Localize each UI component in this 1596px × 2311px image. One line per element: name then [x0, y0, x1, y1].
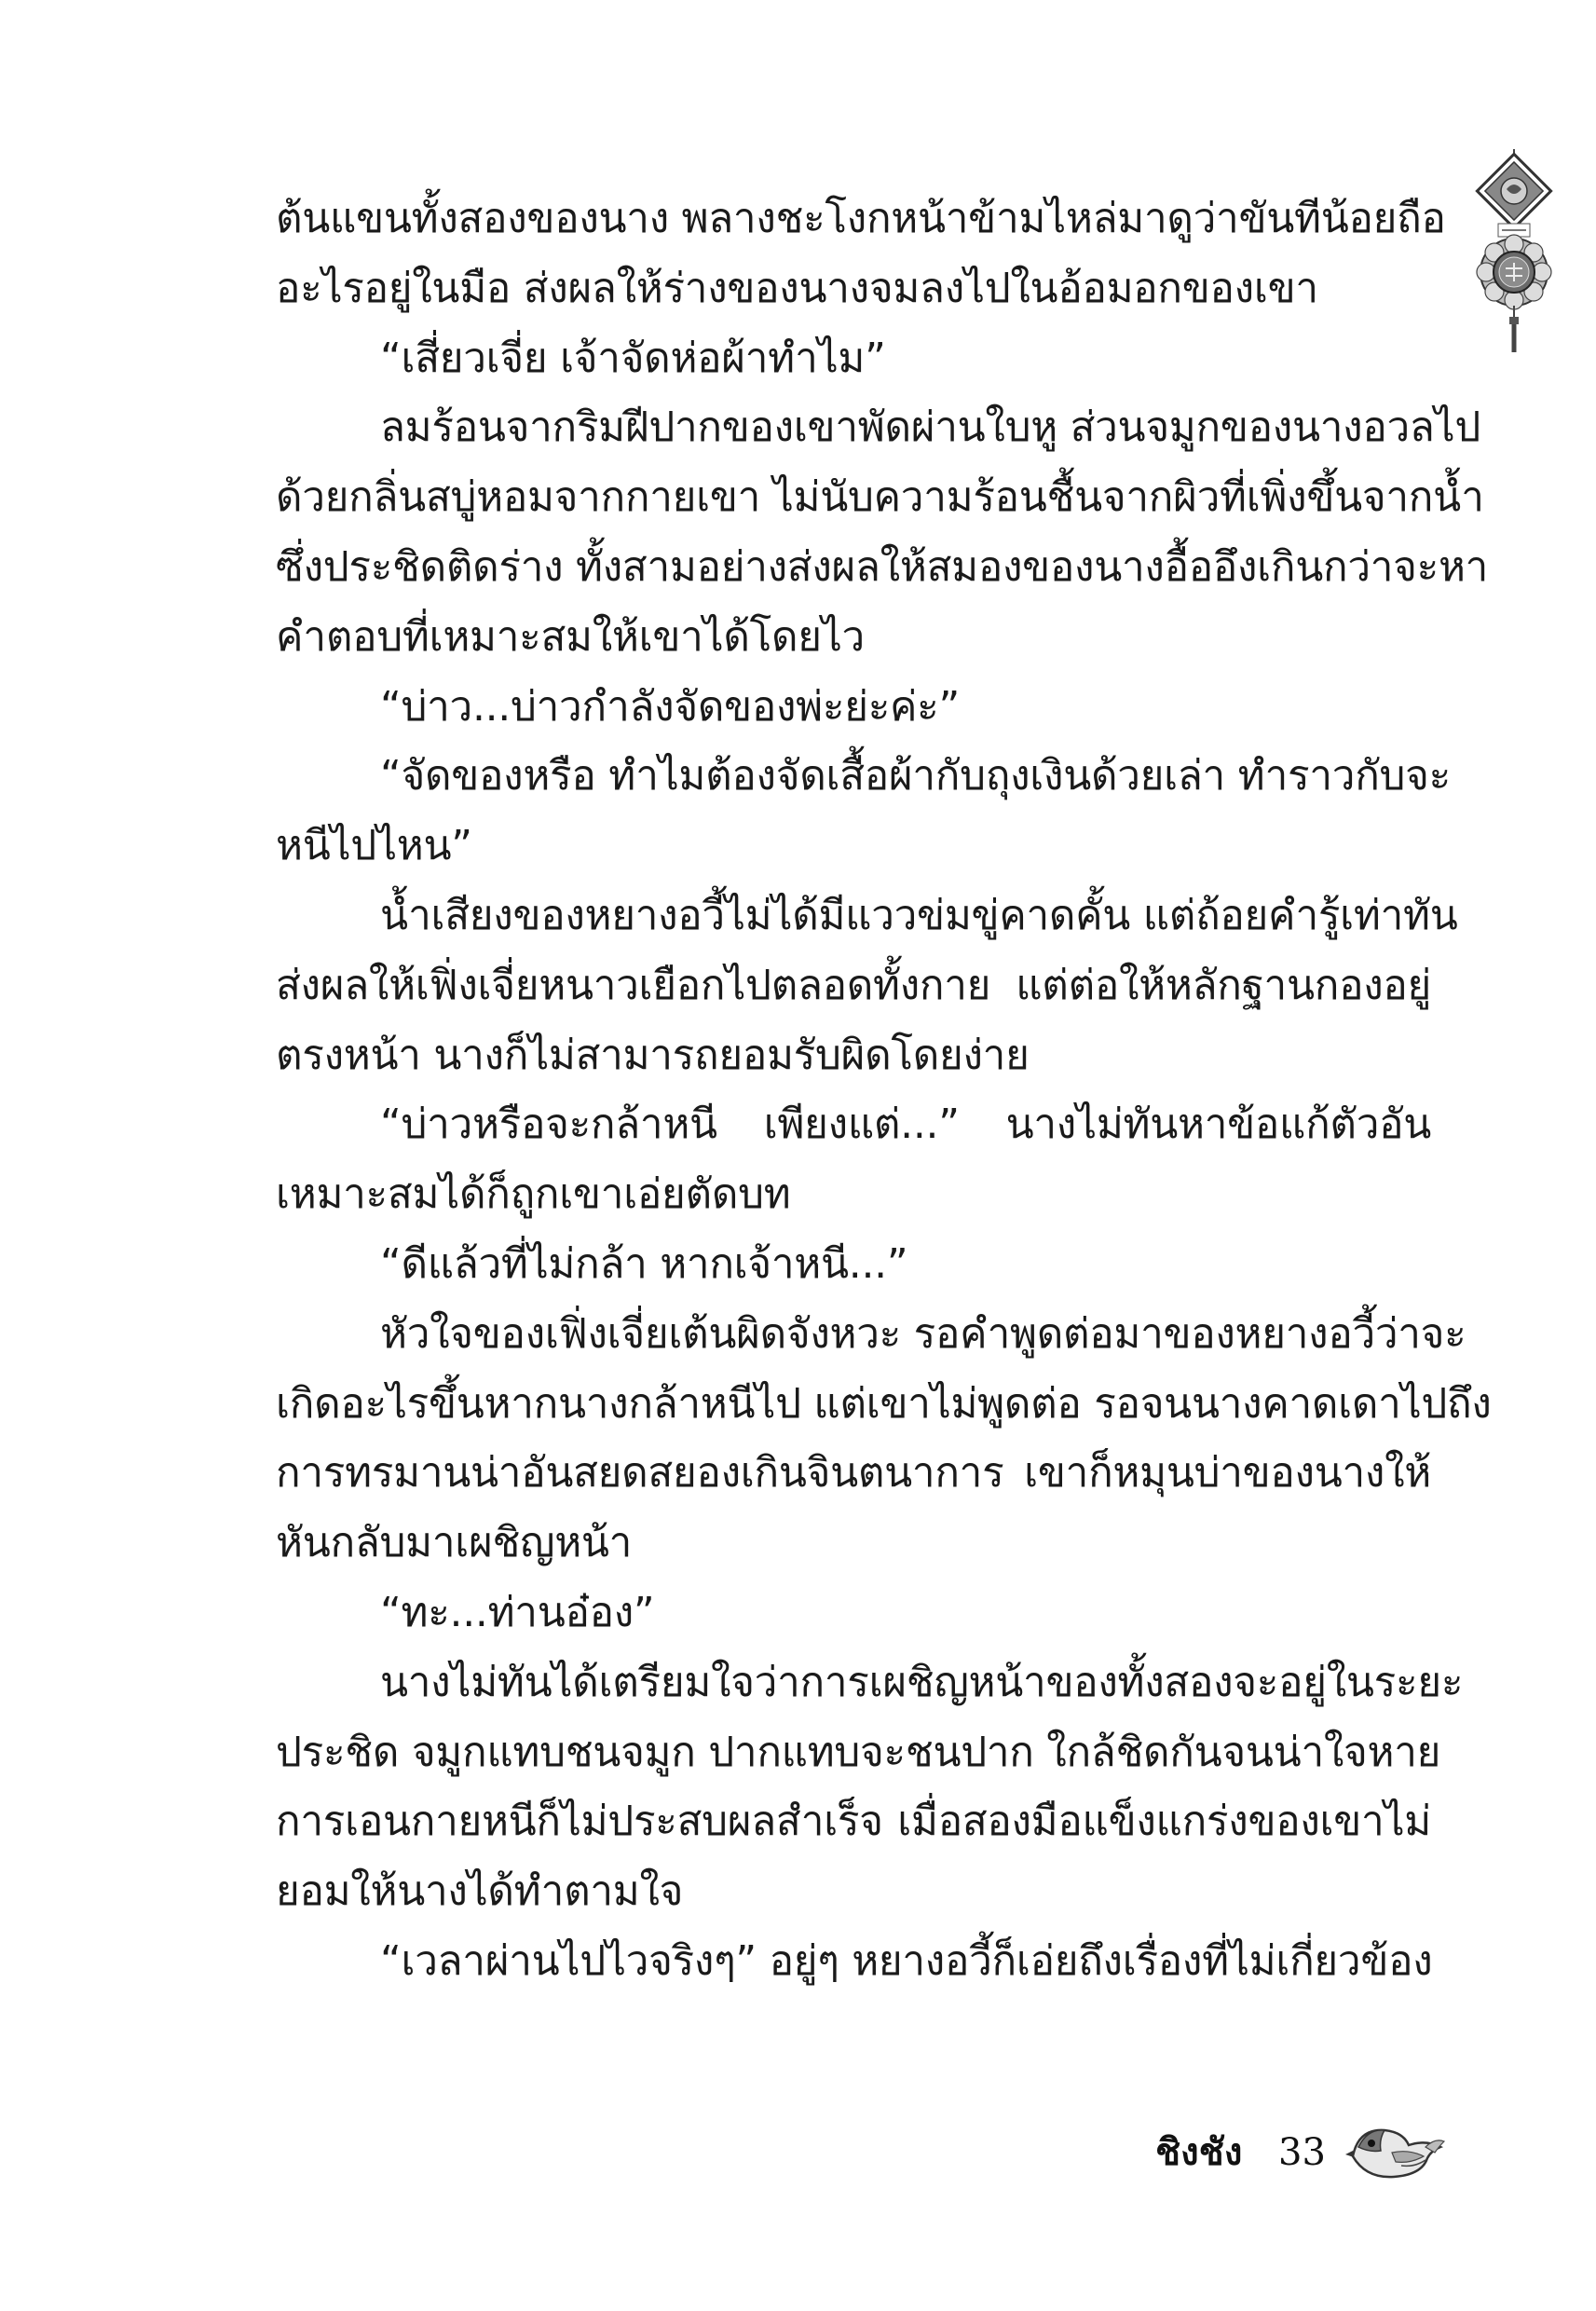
body-text	[276, 185, 1492, 1997]
text-line: “เสี่ยวเจี่ย เจ้าจัดห่อผ้าทำไม”	[380, 334, 886, 382]
text-line: อะไรอยู่ในมือ ส่งผลให้ร่างของนางจมลงไปในอ้อมอกของเขา	[276, 264, 1318, 312]
text-line: หัวใจของเฟิ่งเจี่ยเต้นผิดจังหวะ รอคำพูดต่อมาของหยางอวี้ว่าจะ	[380, 1309, 1466, 1358]
text-line: “จัดของหรือ ทำไมต้องจัดเสื้อผ้ากับถุงเงินด้วยเล่า ทำราวกับจะ	[380, 752, 1451, 800]
text-line: ลมร้อนจากริมฝีปากของเขาพัดผ่านใบหู ส่วนจมูกของนางอวลไป	[380, 403, 1480, 452]
text-line: ด้วยกลิ่นสบู่หอมจากกายเขา ไม่นับความร้อนชื้นจากผิวที่เพิ่งขึ้นจากน้ำ	[276, 473, 1484, 522]
book-title: ชิงชัง	[1155, 2130, 1243, 2174]
text-line: เกิดอะไรขึ้นหากนางกล้าหนีไป แต่เขาไม่พูดต่อ รอจนนางคาดเดาไปถึง	[276, 1379, 1492, 1428]
text-line: ประชิด จมูกแทบชนจมูก ปากแทบจะชนปาก ใกล้ชิดกันจนน่าใจหาย	[276, 1728, 1441, 1776]
page-number: 33	[1278, 2131, 1326, 2174]
ornament-emblem-icon	[1472, 149, 1556, 354]
page-footer	[1155, 2115, 1453, 2190]
text-line: การเอนกายหนีก็ไม่ประสบผลสำเร็จ เมื่อสองมือแข็งแกร่งของเขาไม่	[276, 1798, 1431, 1846]
mandarin-duck-icon	[1345, 2119, 1448, 2184]
text-line: น้ำเสียงของหยางอวี้ไม่ได้มีแววข่มขู่คาดคั้น แต่ถ้อยคำรู้เท่าทัน	[380, 891, 1458, 939]
text-line: ซึ่งประชิดติดร่าง ทั้งสามอย่างส่งผลให้สมองของนางอื้ออึงเกินกว่าจะหา	[276, 542, 1489, 591]
text-line: หนีไปไหน”	[276, 822, 472, 870]
text-line: “ดีแล้วที่ไม่กล้า หากเจ้าหนี...”	[380, 1239, 908, 1288]
text-line: ส่งผลให้เฟิ่งเจี่ยหนาวเยือกไปตลอดทั้งกาย แต่ต่อให้หลักฐานกองอยู่	[276, 961, 1431, 1009]
text-line: คำตอบที่เหมาะสมให้เขาได้โดยไว	[276, 612, 865, 661]
text-line: ยอมให้นางได้ทำตามใจ	[276, 1867, 684, 1916]
text-line: เหมาะสมได้ก็ถูกเขาเอ่ยตัดบท	[276, 1170, 791, 1219]
text-line: “บ่าวหรือจะกล้าหนี เพียงแต่...” นางไม่ทันหาข้อแก้ตัวอัน	[380, 1101, 1431, 1149]
text-line: นางไม่ทันได้เตรียมใจว่าการเผชิญหน้าของทั้งสองจะอยู่ในระยะ	[380, 1658, 1464, 1706]
text-line: หันกลับมาเผชิญหน้า	[276, 1519, 633, 1567]
text-line: “บ่าว...บ่าวกำลังจัดของพ่ะย่ะค่ะ”	[380, 682, 960, 731]
text-line: ต้นแขนทั้งสองของนาง พลางชะโงกหน้าข้ามไหล่มาดูว่าขันทีน้อยถือ	[276, 195, 1446, 242]
text-line: ตรงหน้า นางก็ไม่สามารถยอมรับผิดโดยง่าย	[276, 1031, 1030, 1079]
text-line: “เวลาผ่านไปไวจริงๆ” อยู่ๆ หยางอวี้ก็เอ่ยถึงเรื่องที่ไม่เกี่ยวข้อง	[380, 1936, 1433, 1985]
text-line: การทรมานน่าอันสยดสยองเกินจินตนาการ เขาก็หมุนบ่าของนางให้	[276, 1449, 1431, 1497]
text-line: “ทะ...ท่านอ๋อง”	[380, 1588, 655, 1636]
